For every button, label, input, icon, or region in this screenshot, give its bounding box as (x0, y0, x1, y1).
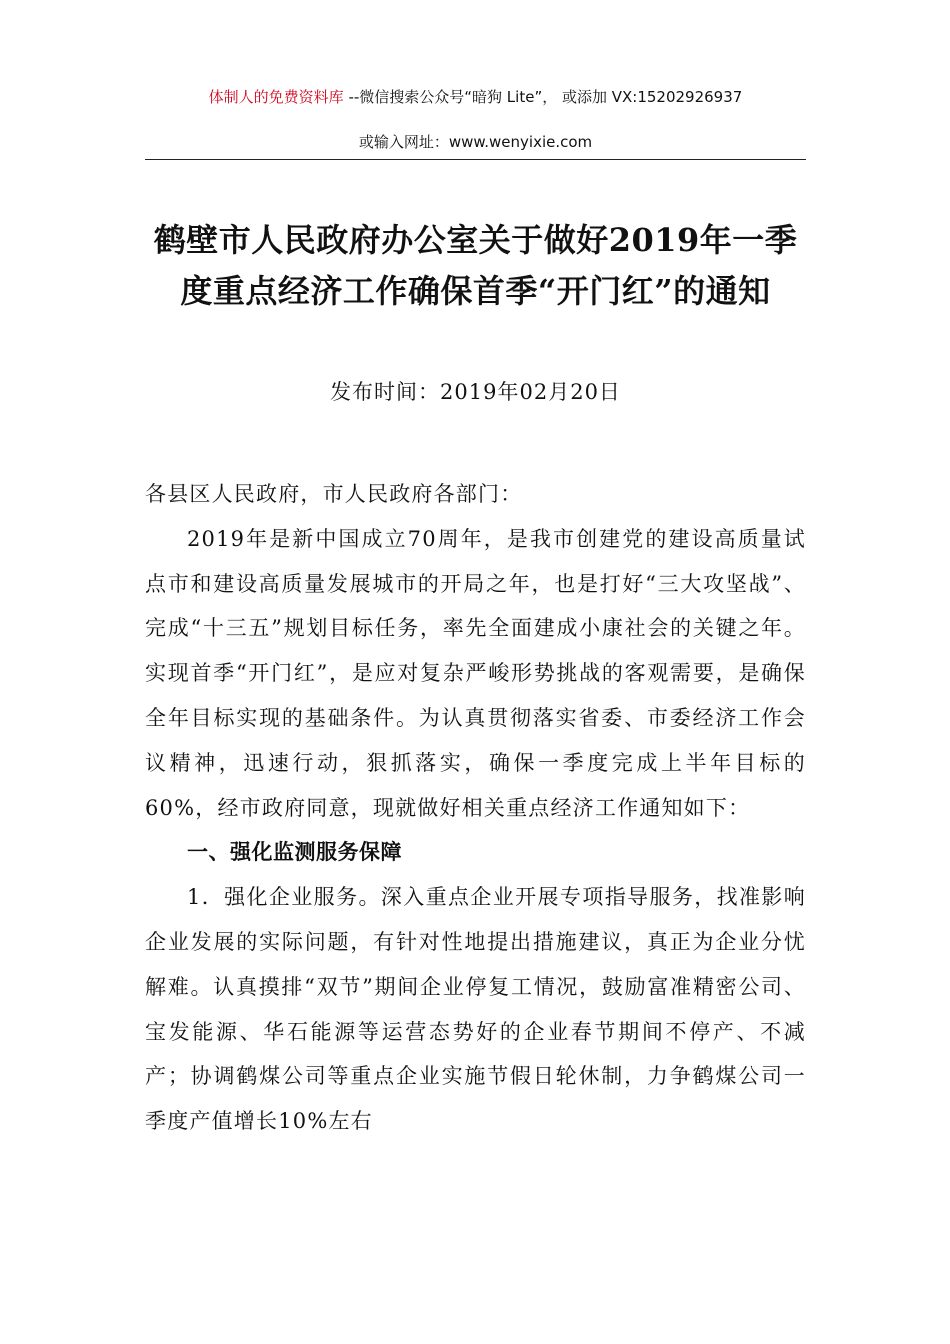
salutation: 各县区人民政府，市人民政府各部门： (145, 482, 523, 506)
intro-paragraph: 2019年是新中国成立70周年，是我市创建党的建设高质量试点市和建设高质量发展城市的开局之年，也是打好“三大攻坚战”、完成“十三五”规划目标任务，率先全面建成小康社会的关键之年。实现首季“开门红”，是应对复杂严峻形势挑战的客观需要，是确保全年目标实现的基础条件。为认真贯彻落实省委、市委经济工作会议精神，迅速行动，狠抓落实，确保一季度完成上半年目标的60%，经市政府同意，现就做好相关重点经济工作通知如下： (145, 526, 806, 820)
header-url-line: 或输入网址：www.wenyixie.com (358, 133, 593, 151)
promo-header (145, 82, 806, 112)
promo-text: --微信搜索公众号“暗狗 Lite”， 或添加 VX:15202926937 (343, 88, 743, 106)
document-title: 鹤壁市人民政府办公室关于做好2019年一季度重点经济工作确保首季“开门红”的通知 (153, 221, 798, 310)
brand-text: 体制人的免费资料库 (208, 88, 344, 106)
section-heading: 一、强化监测服务保障 (187, 840, 402, 865)
section-item-paragraph: 1．强化企业服务。深入重点企业开展专项指导服务，找准影响企业发展的实际问题，有针对性地提出措施建议，真正为企业分忧解难。认真摸排“双节”期间企业停复工情况，鼓励富准精密公司、宝发能源、华石能源等运营态势好的企业春节期间不停产、不减产；协调鹤煤公司等重点企业实施节假日轮休制，力争鹤煤公司一季度产值增长10%左右 (145, 885, 806, 1134)
publish-date: 发布时间：2019年02月20日 (330, 380, 621, 404)
header-divider (145, 159, 806, 160)
document-body (145, 472, 806, 1144)
